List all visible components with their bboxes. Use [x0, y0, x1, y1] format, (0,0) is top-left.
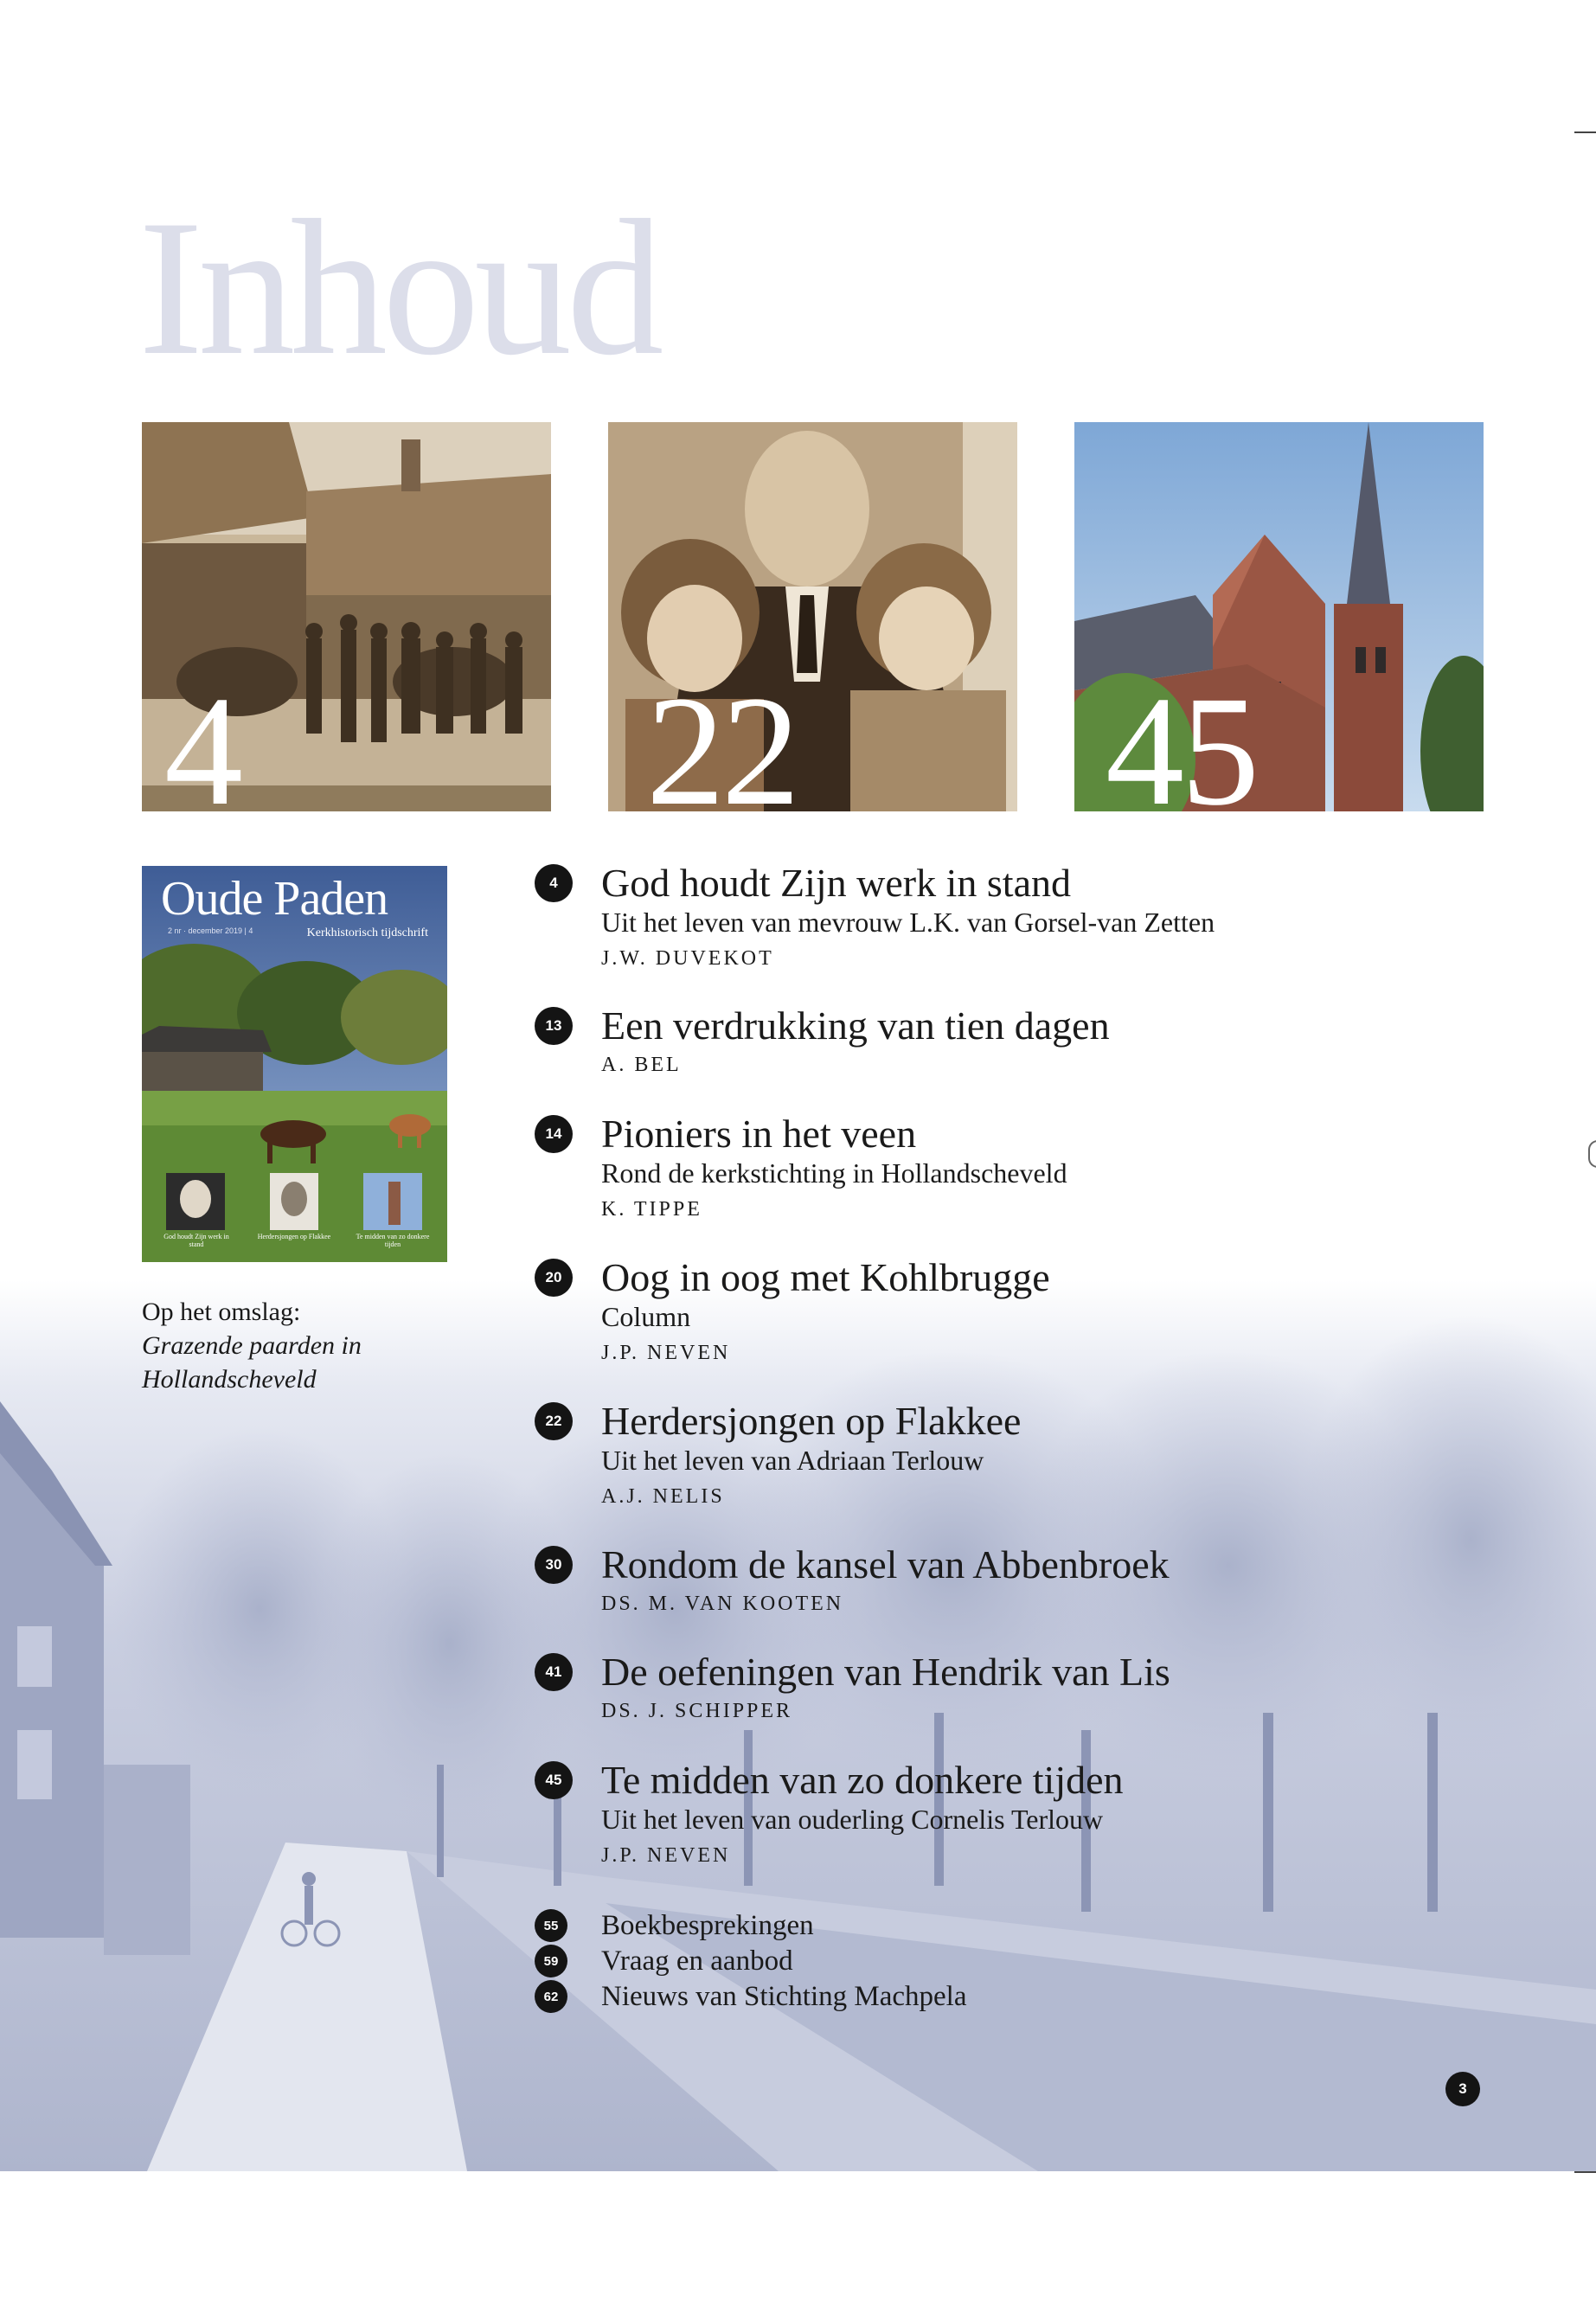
feature-number: 4 — [164, 664, 240, 811]
toc-title: God houdt Zijn werk in stand — [601, 861, 1071, 905]
cover-caption-text: Grazende paarden in Hollandscheveld — [142, 1331, 362, 1394]
toc-author: J.P. NEVEN — [601, 1844, 731, 1867]
toc-title: Te midden van zo donkere tijden — [601, 1758, 1124, 1802]
toc-author: J.P. NEVEN — [601, 1342, 731, 1364]
page-number-badge: 4 — [535, 864, 573, 902]
crop-mark-middle-right — [1588, 1140, 1596, 1168]
toc-title: Pioniers in het veen — [601, 1112, 917, 1156]
toc-misc-title: Nieuws van Stichting Machpela — [601, 1981, 967, 2012]
feature-number: 22 — [646, 664, 797, 811]
page-number-badge: 22 — [535, 1402, 573, 1440]
toc-title: Herdersjongen op Flakkee — [601, 1399, 1022, 1443]
toc-subtitle: Rond de kerkstichting in Hollandscheveld — [601, 1157, 1067, 1189]
toc-subtitle: Uit het leven van mevrouw L.K. van Gorsel-van Zetten — [601, 907, 1215, 938]
cover-magazine-title: Oude Paden — [161, 872, 388, 926]
feature-photo-2[interactable] — [608, 422, 1017, 811]
page-number-badge: 13 — [535, 1007, 573, 1045]
toc-title: Oog in oog met Kohlbrugge — [601, 1255, 1050, 1299]
toc-subtitle: Uit het leven van ouderling Cornelis Terlouw — [601, 1804, 1104, 1835]
toc-author: K. TIPPE — [601, 1198, 702, 1221]
toc-subtitle: Uit het leven van Adriaan Terlouw — [601, 1445, 984, 1476]
page-number-badge: 59 — [535, 1945, 567, 1977]
page-number-badge: 55 — [535, 1909, 567, 1942]
cover-thumb-caption: Te midden van zo donkere tijden — [356, 1233, 430, 1249]
page-number-badge: 45 — [535, 1761, 573, 1799]
cover-issue-info: 2 nr · december 2019 | 4 — [168, 926, 253, 935]
toc-author: DS. M. VAN KOOTEN — [601, 1593, 844, 1615]
toc-misc-item[interactable] — [535, 1943, 1400, 1979]
toc-author: A. BEL — [601, 1054, 682, 1076]
page-number-badge: 41 — [535, 1653, 573, 1691]
toc-author: J.W. DUVEKOT — [601, 947, 774, 970]
toc-misc-item[interactable] — [535, 1907, 1400, 1944]
cover-thumb-caption: Herdersjongen op Flakkee — [257, 1233, 331, 1240]
page-number: 3 — [1445, 2072, 1480, 2106]
toc-author: A.J. NELIS — [601, 1485, 725, 1508]
crop-mark-bottom-right — [1574, 2171, 1596, 2173]
page-number-badge: 14 — [535, 1115, 573, 1153]
page-number-badge: 20 — [535, 1259, 573, 1297]
toc-title: De oefeningen van Hendrik van Lis — [601, 1650, 1170, 1694]
feature-photo-1[interactable] — [142, 422, 551, 811]
toc-subtitle: Column — [601, 1301, 691, 1332]
magazine-cover[interactable] — [142, 866, 447, 1262]
feature-photo-3[interactable] — [1074, 422, 1484, 811]
toc-misc-title: Boekbesprekingen — [601, 1910, 814, 1941]
toc-title: Rondom de kansel van Abbenbroek — [601, 1542, 1170, 1586]
toc-misc-title: Vraag en aanbod — [601, 1945, 793, 1977]
toc-title: Een verdrukking van tien dagen — [601, 1003, 1110, 1048]
cover-thumb-caption: God houdt Zijn werk in stand — [163, 1233, 229, 1249]
cover-caption — [142, 1295, 453, 1396]
feature-number: 45 — [1106, 664, 1256, 811]
toc-misc-item[interactable] — [535, 1978, 1400, 2015]
page-title: Inhoud — [138, 179, 659, 395]
toc-author: DS. J. SCHIPPER — [601, 1700, 793, 1722]
page-number-badge: 30 — [535, 1546, 573, 1584]
page-number-badge: 62 — [535, 1980, 567, 2013]
crop-mark-top-right — [1574, 131, 1596, 133]
cover-caption-label: Op het omslag: — [142, 1298, 301, 1326]
cover-subtitle: Kerkhistorisch tijdschrift — [306, 926, 428, 939]
